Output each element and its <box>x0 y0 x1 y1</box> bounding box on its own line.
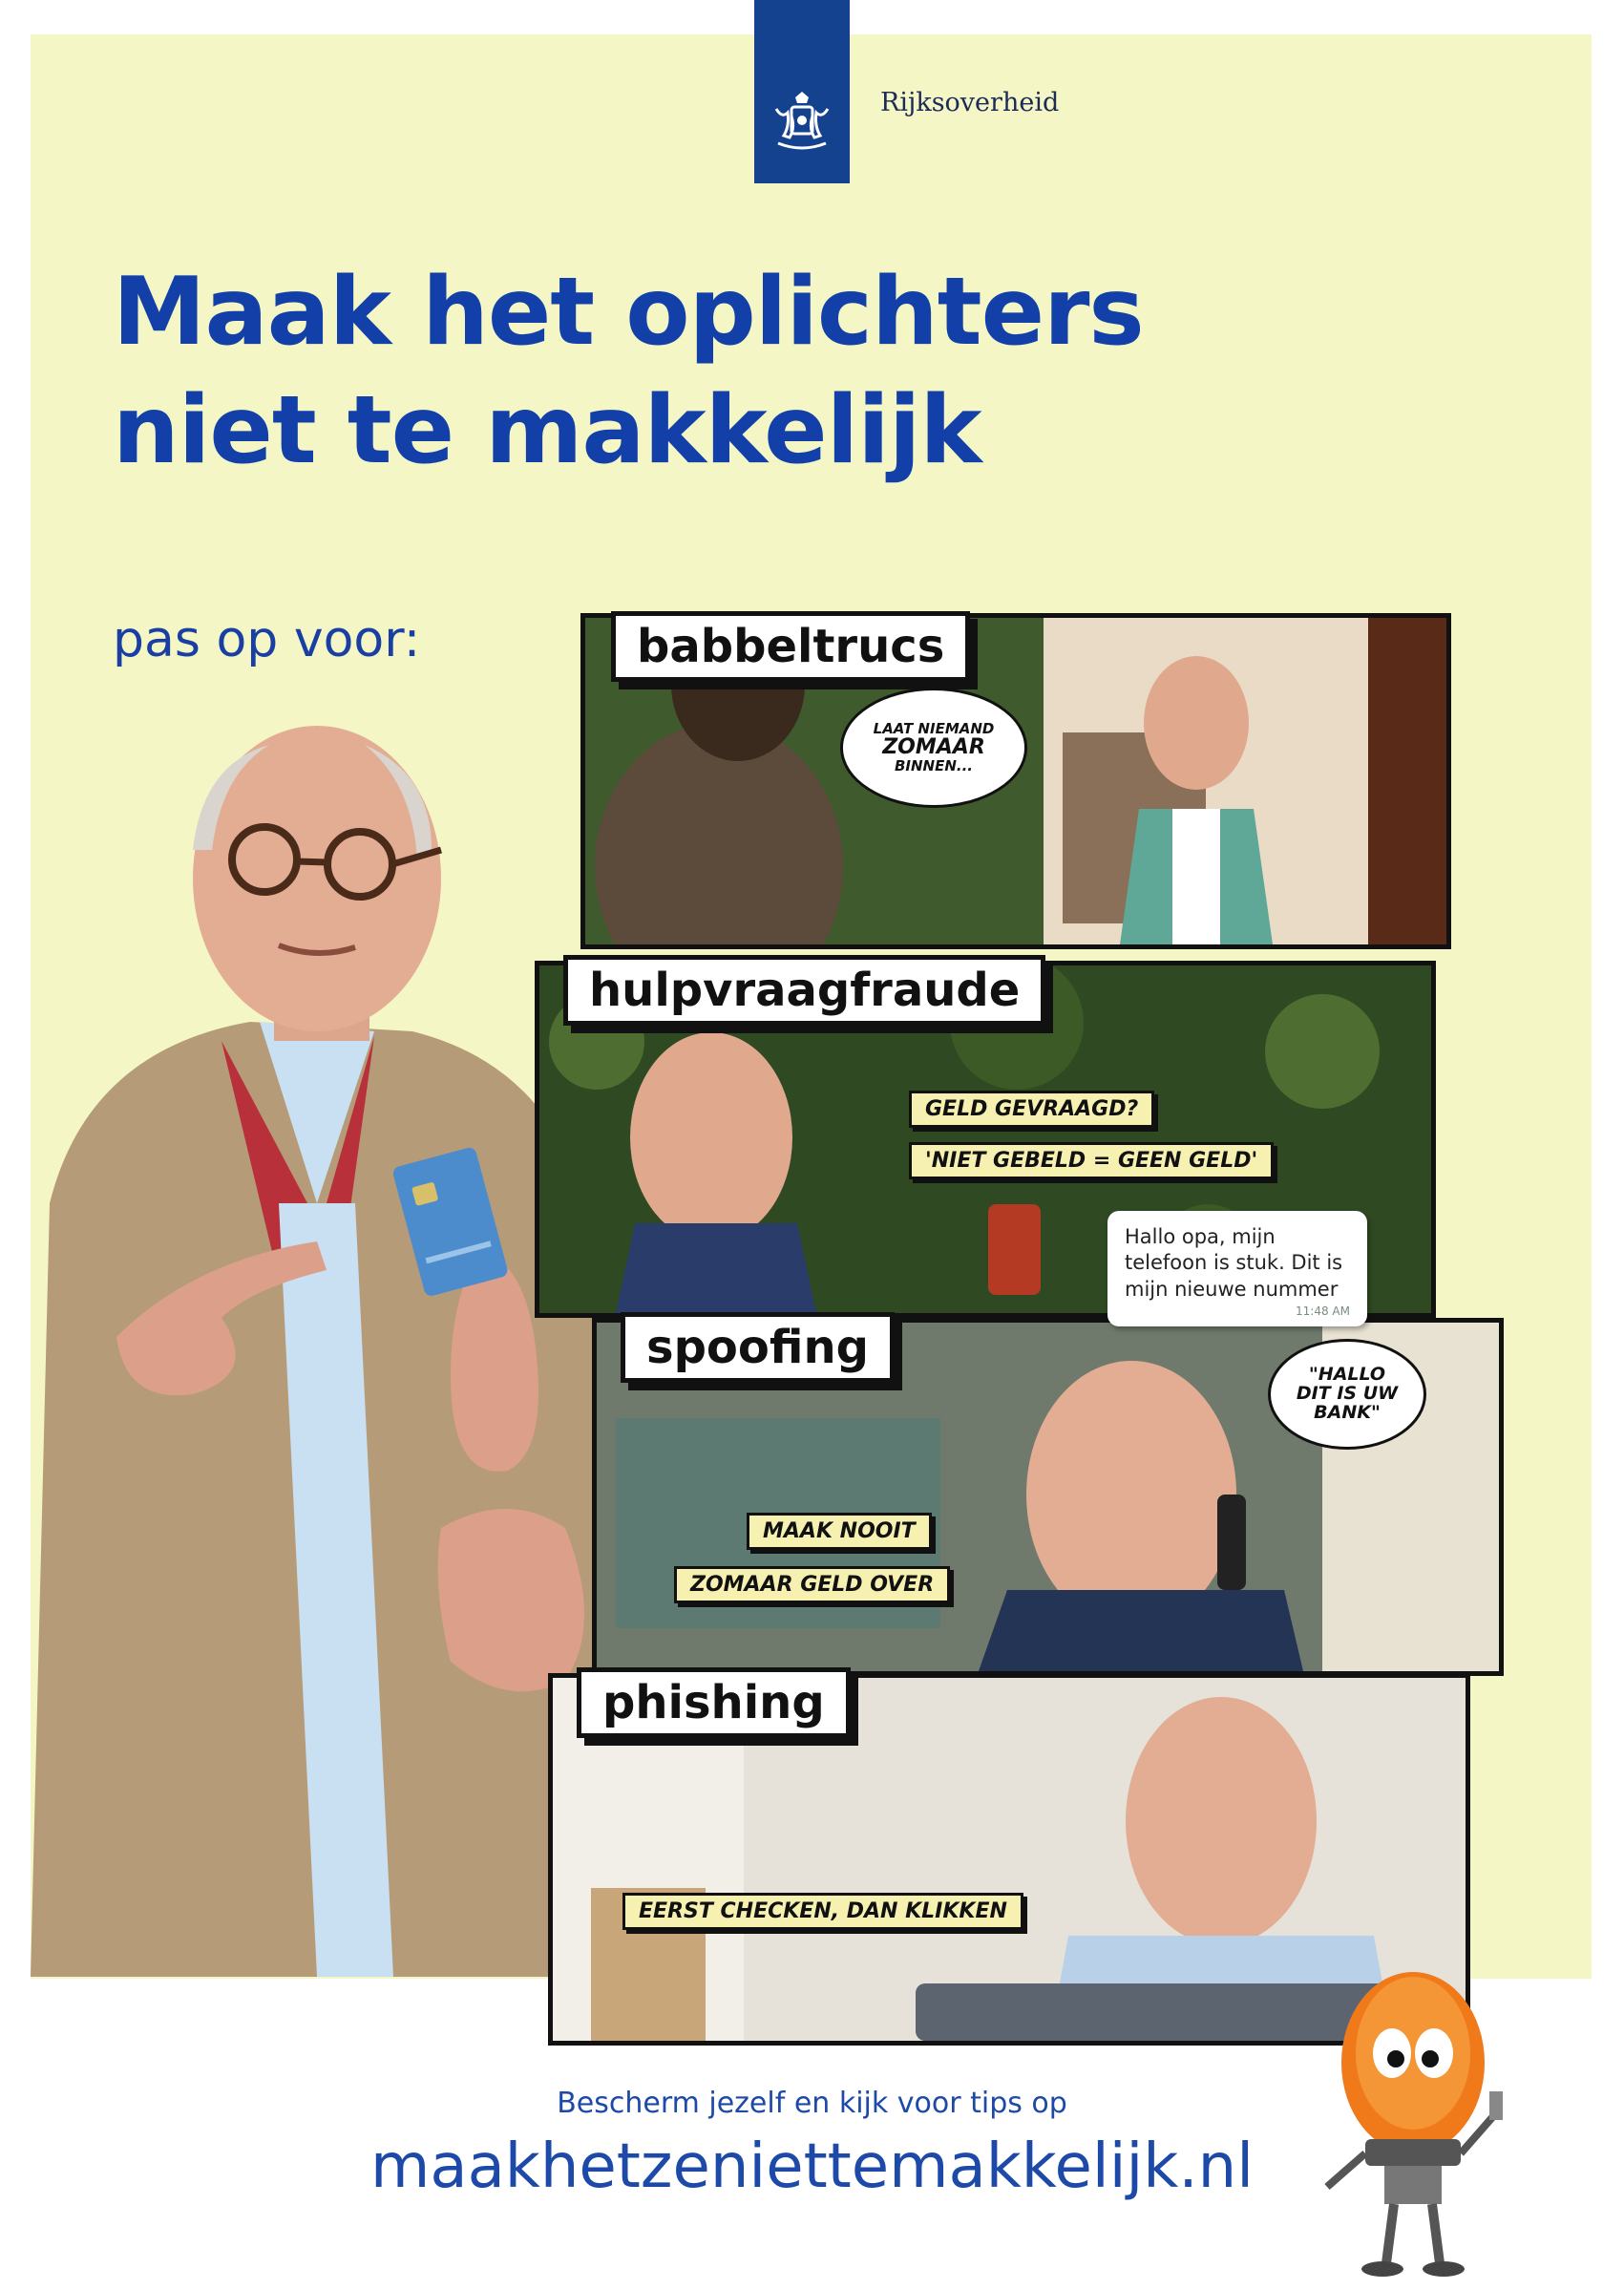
rijksoverheid-logo-bar <box>754 0 850 183</box>
caption-geld-gevraagd: GELD GEVRAAGD? <box>909 1091 1154 1128</box>
coat-of-arms-icon <box>769 90 835 157</box>
headline <box>113 253 1144 490</box>
headline-line-2: niet te makkelijk <box>113 376 981 485</box>
chat-message-time: 11:48 AM <box>1296 1304 1350 1318</box>
chat-message <box>1107 1211 1367 1326</box>
bubble-line: BANK" <box>1314 1401 1381 1423</box>
bubble-line: ZOMAAR <box>882 735 985 760</box>
bubble-line: DIT IS UW <box>1296 1383 1399 1405</box>
bubble-line: BINNEN... <box>894 756 974 774</box>
footer-tagline: Bescherm jezelf en kijk voor tips op <box>557 2087 1067 2120</box>
label-babbeltrucs: babbeltrucs <box>611 611 970 682</box>
label-spoofing: spoofing <box>621 1312 895 1383</box>
label-hulpvraagfraude: hulpvraagfraude <box>563 955 1045 1026</box>
label-phishing: phishing <box>577 1667 851 1738</box>
caption-niet-gebeld: 'NIET GEBELD = GEEN GELD' <box>909 1142 1274 1179</box>
brand-name: Rijksoverheid <box>880 88 1060 117</box>
speech-bubble-spoofing <box>1268 1339 1426 1450</box>
bubble-line: LAAT NIEMAND <box>873 719 995 737</box>
robot-mascot-illustration <box>1298 1948 1528 2282</box>
caption-maak-nooit: MAAK NOOIT <box>747 1513 932 1550</box>
caption-zomaar-geld-over: ZOMAAR GELD OVER <box>674 1566 950 1603</box>
speech-bubble-babbeltrucs <box>840 688 1027 808</box>
man-with-bank-card-photo <box>31 707 622 1977</box>
caption-eerst-checken: EERST CHECKEN, DAN KLIKKEN <box>622 1893 1023 1930</box>
chat-message-text: Hallo opa, mijn telefoon is stuk. Dit is mijn nieuwe nummer <box>1125 1225 1343 1301</box>
subhead: pas op voor: <box>113 611 421 668</box>
headline-line-1: Maak het oplichters <box>113 258 1144 367</box>
footer-url[interactable]: maakhetzeniettemakkelijk.nl <box>370 2131 1254 2202</box>
bubble-line: "HALLO <box>1308 1364 1386 1386</box>
